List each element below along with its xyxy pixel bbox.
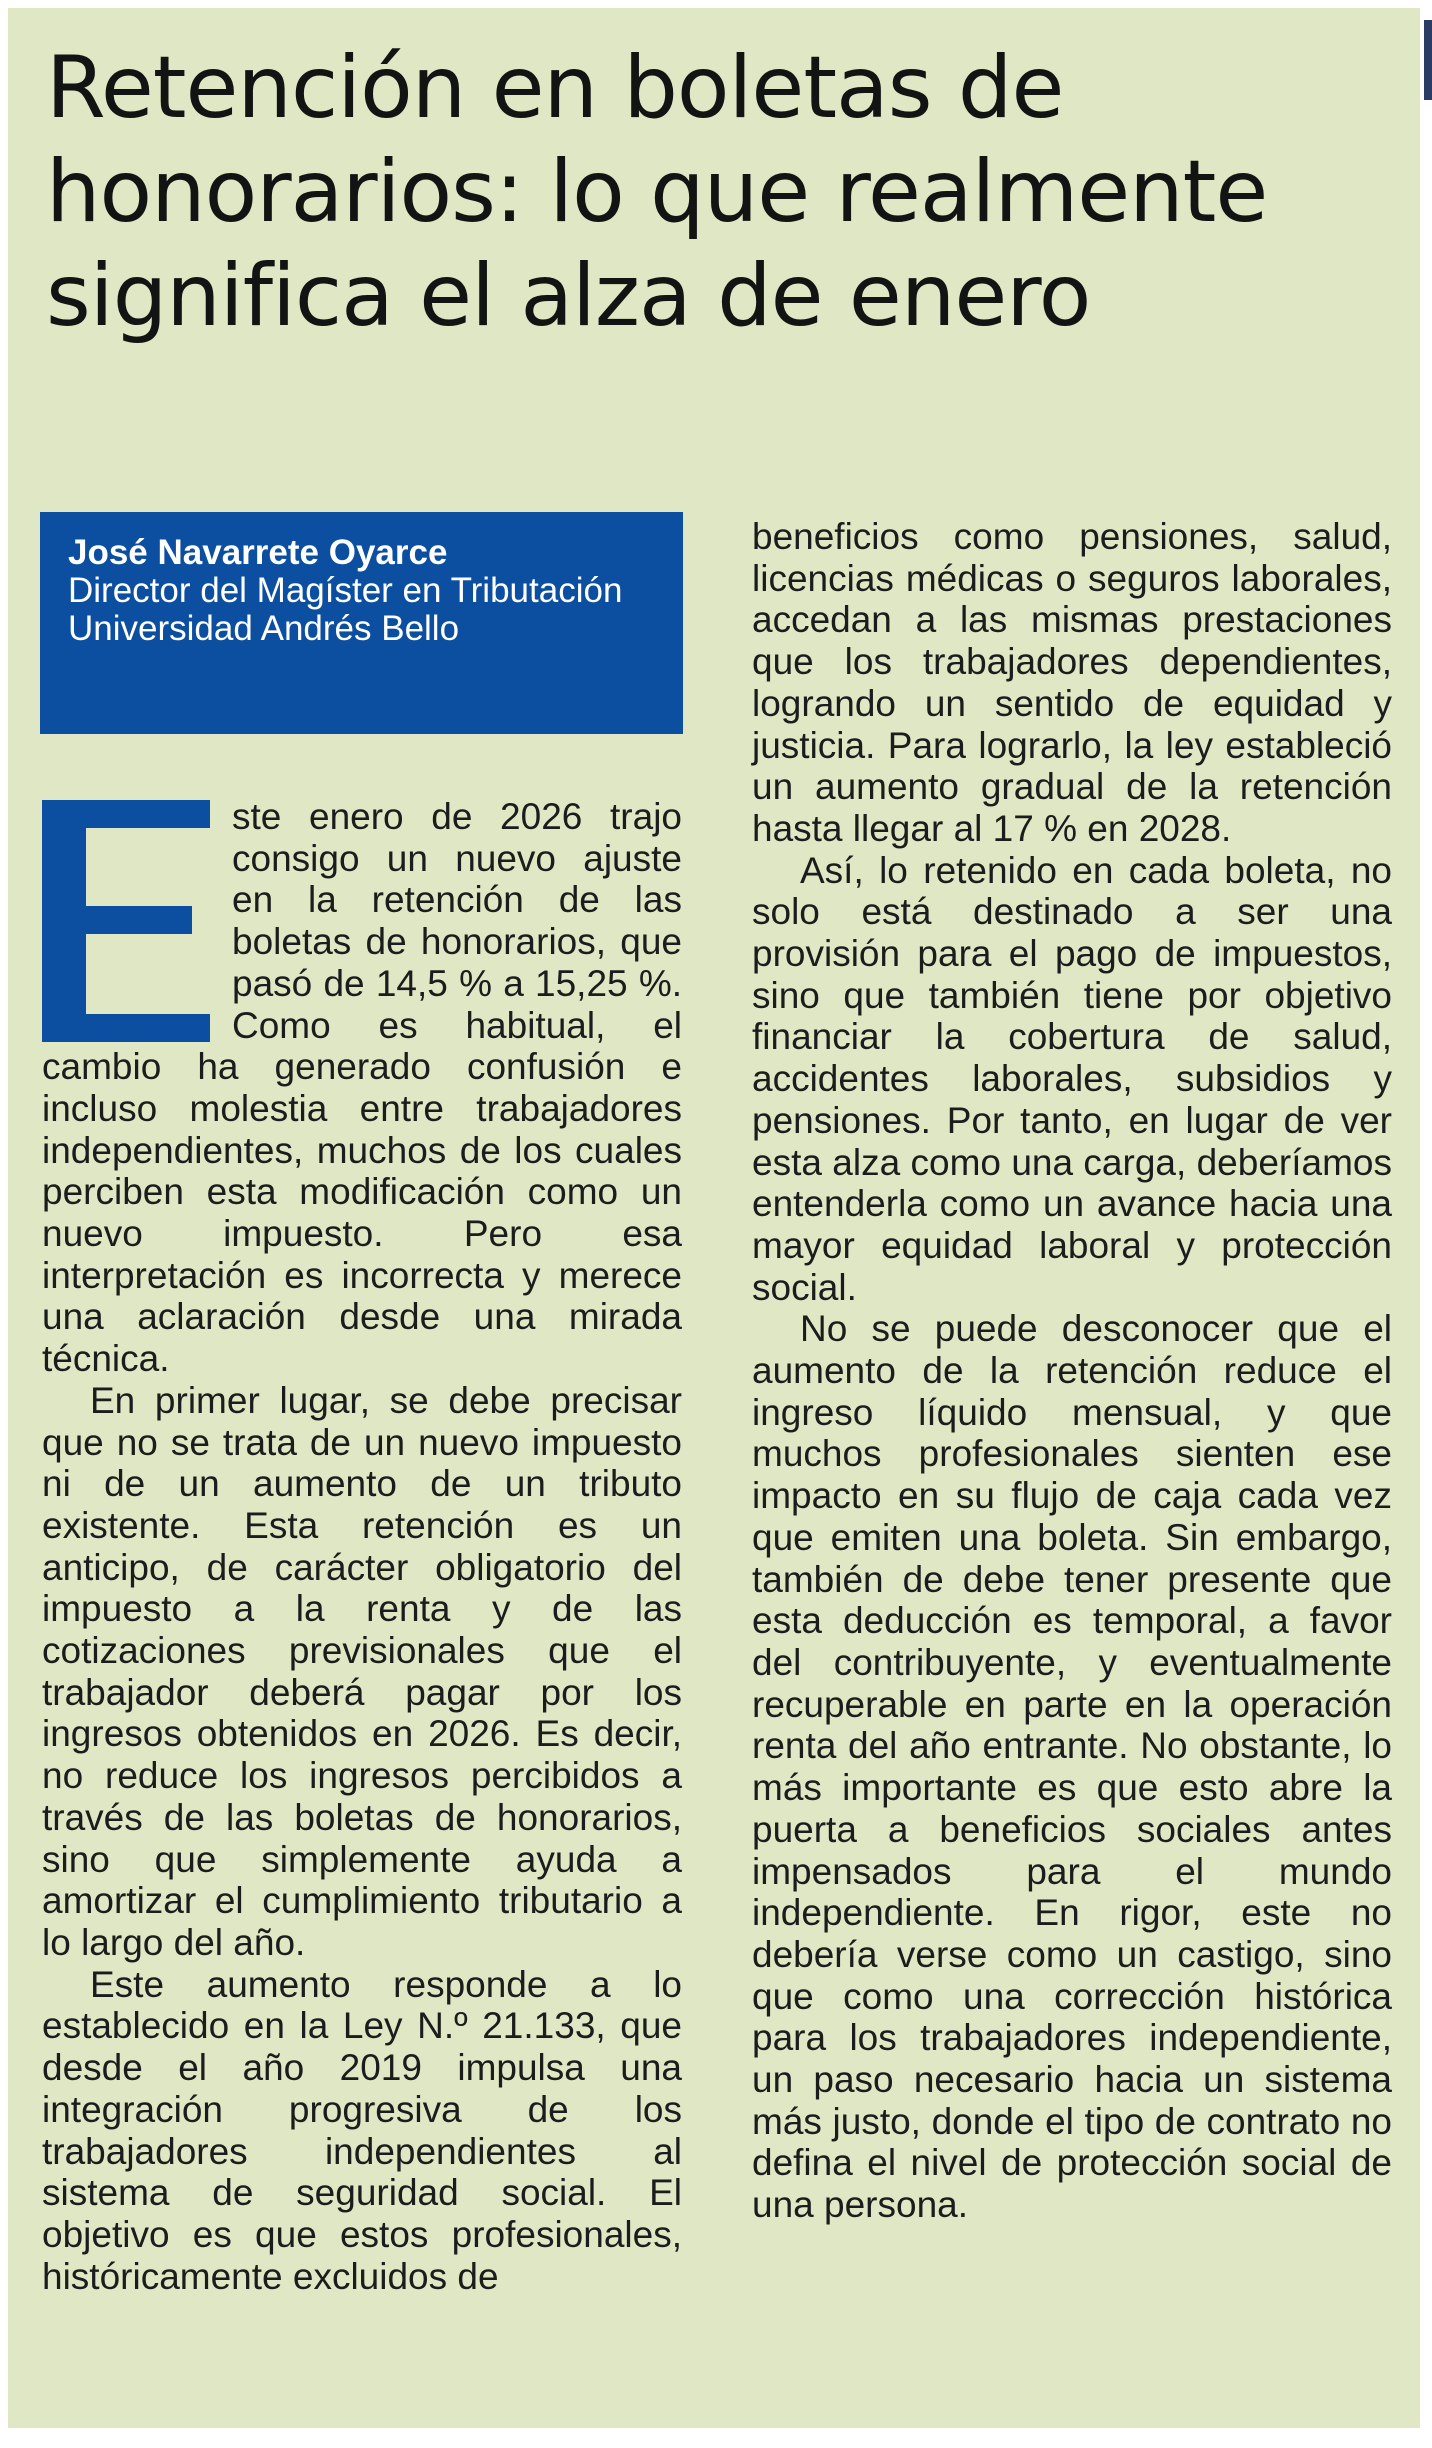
article-column-right [752,516,1392,2226]
page-edge-strip [1424,20,1432,100]
article-paragraph-5: No se puede desconocer que el aumento de la retención reduce el ingreso líquido mensual, y que muchos profesionales sienten ese impacto en su flujo de caja cada vez que emiten una boleta. Sin embargo, también de debe tener presente que esta deducción es temporal, a favor del contribuyente, y eventualmente recuperable en parte en la operación renta del año entrante. No obstante, lo más importante es que esto abre la puerta a beneficios sociales antes impensados para el mundo independiente. En rigor, este no debería verse como un castigo, sino que como una corrección histórica para los trabajadores independiente, un paso necesario hacia un sistema más justo, donde el tipo de contrato no defina el nivel de protección social de una persona. [752,1308,1392,2226]
author-role: Director del Magíster en Tributación Universidad Andrés Bello [68,571,623,648]
article-paragraph-4: Así, lo retenido en cada boleta, no solo está destinado a ser una provisión para el pago de impuestos, sino que también tiene por objetivo financiar la cobertura de salud, accidentes laborales, subsidios y pensiones. Por tanto, en lugar de ver esta alza como una carga, deberíamos entenderla como un avance hacia una mayor equidad laboral y protección social. [752,849,1392,1308]
drop-cap-e-glyph [42,800,210,1042]
drop-cap [42,800,210,1042]
author-box [40,512,683,734]
article-paragraph-3: Este aumento responde a lo establecido en la Ley N.º 21.133, que desde el año 2019 impulsa una integración progresiva de los trabajadores independientes al sistema de seguridad social. El objetivo es que estos profesionales, históricamente excluidos de [42,1963,682,2297]
author-name: José Navarrete Oyarce [68,533,448,572]
article-paragraph-3-continued: beneficios como pensiones, salud, licencias médicas o seguros laborales, accedan a las mismas prestaciones que los trabajadores dependientes, logrando un sentido de equidad y justicia. Para lograrlo, la ley estableció un aumento gradual de la retención hasta llegar al 17 % en 2028. [752,516,1392,849]
drop-cap-letter [42,800,43,801]
article-paragraph-2: En primer lugar, se debe precisar que no se trata de un nuevo impuesto ni de un aumento de un tributo existente. Esta retención es un anticipo, de carácter obligatorio del impuesto a la renta y de las cotizaciones previsionales que el trabajador deberá pagar por los ingresos obtenidos en 2026. Es decir, no reduce los ingresos percibidos a través de las boletas de honorarios, sino que simplemente ayuda a amortizar el cumplimiento tributario a lo largo del año. [42,1379,682,1963]
article-paragraph-1: ste enero de 2026 trajo consigo un nuevo ajuste en la retención de las boletas de honorarios, que pasó de 14,5 % a 15,25 %. Como es habitual, el cambio ha generado confusión e incluso molestia entre trabajadores independientes, muchos de los cuales perciben esta modificación como un nuevo impuesto. Pero esa interpretación es incorrecta y merece una aclaración desde una mirada técnica. [42,796,682,1380]
article-headline: Retención en boletas de honorarios: lo que realmente significa el alza de enero [46,38,1268,346]
article-column-left [42,796,682,2297]
